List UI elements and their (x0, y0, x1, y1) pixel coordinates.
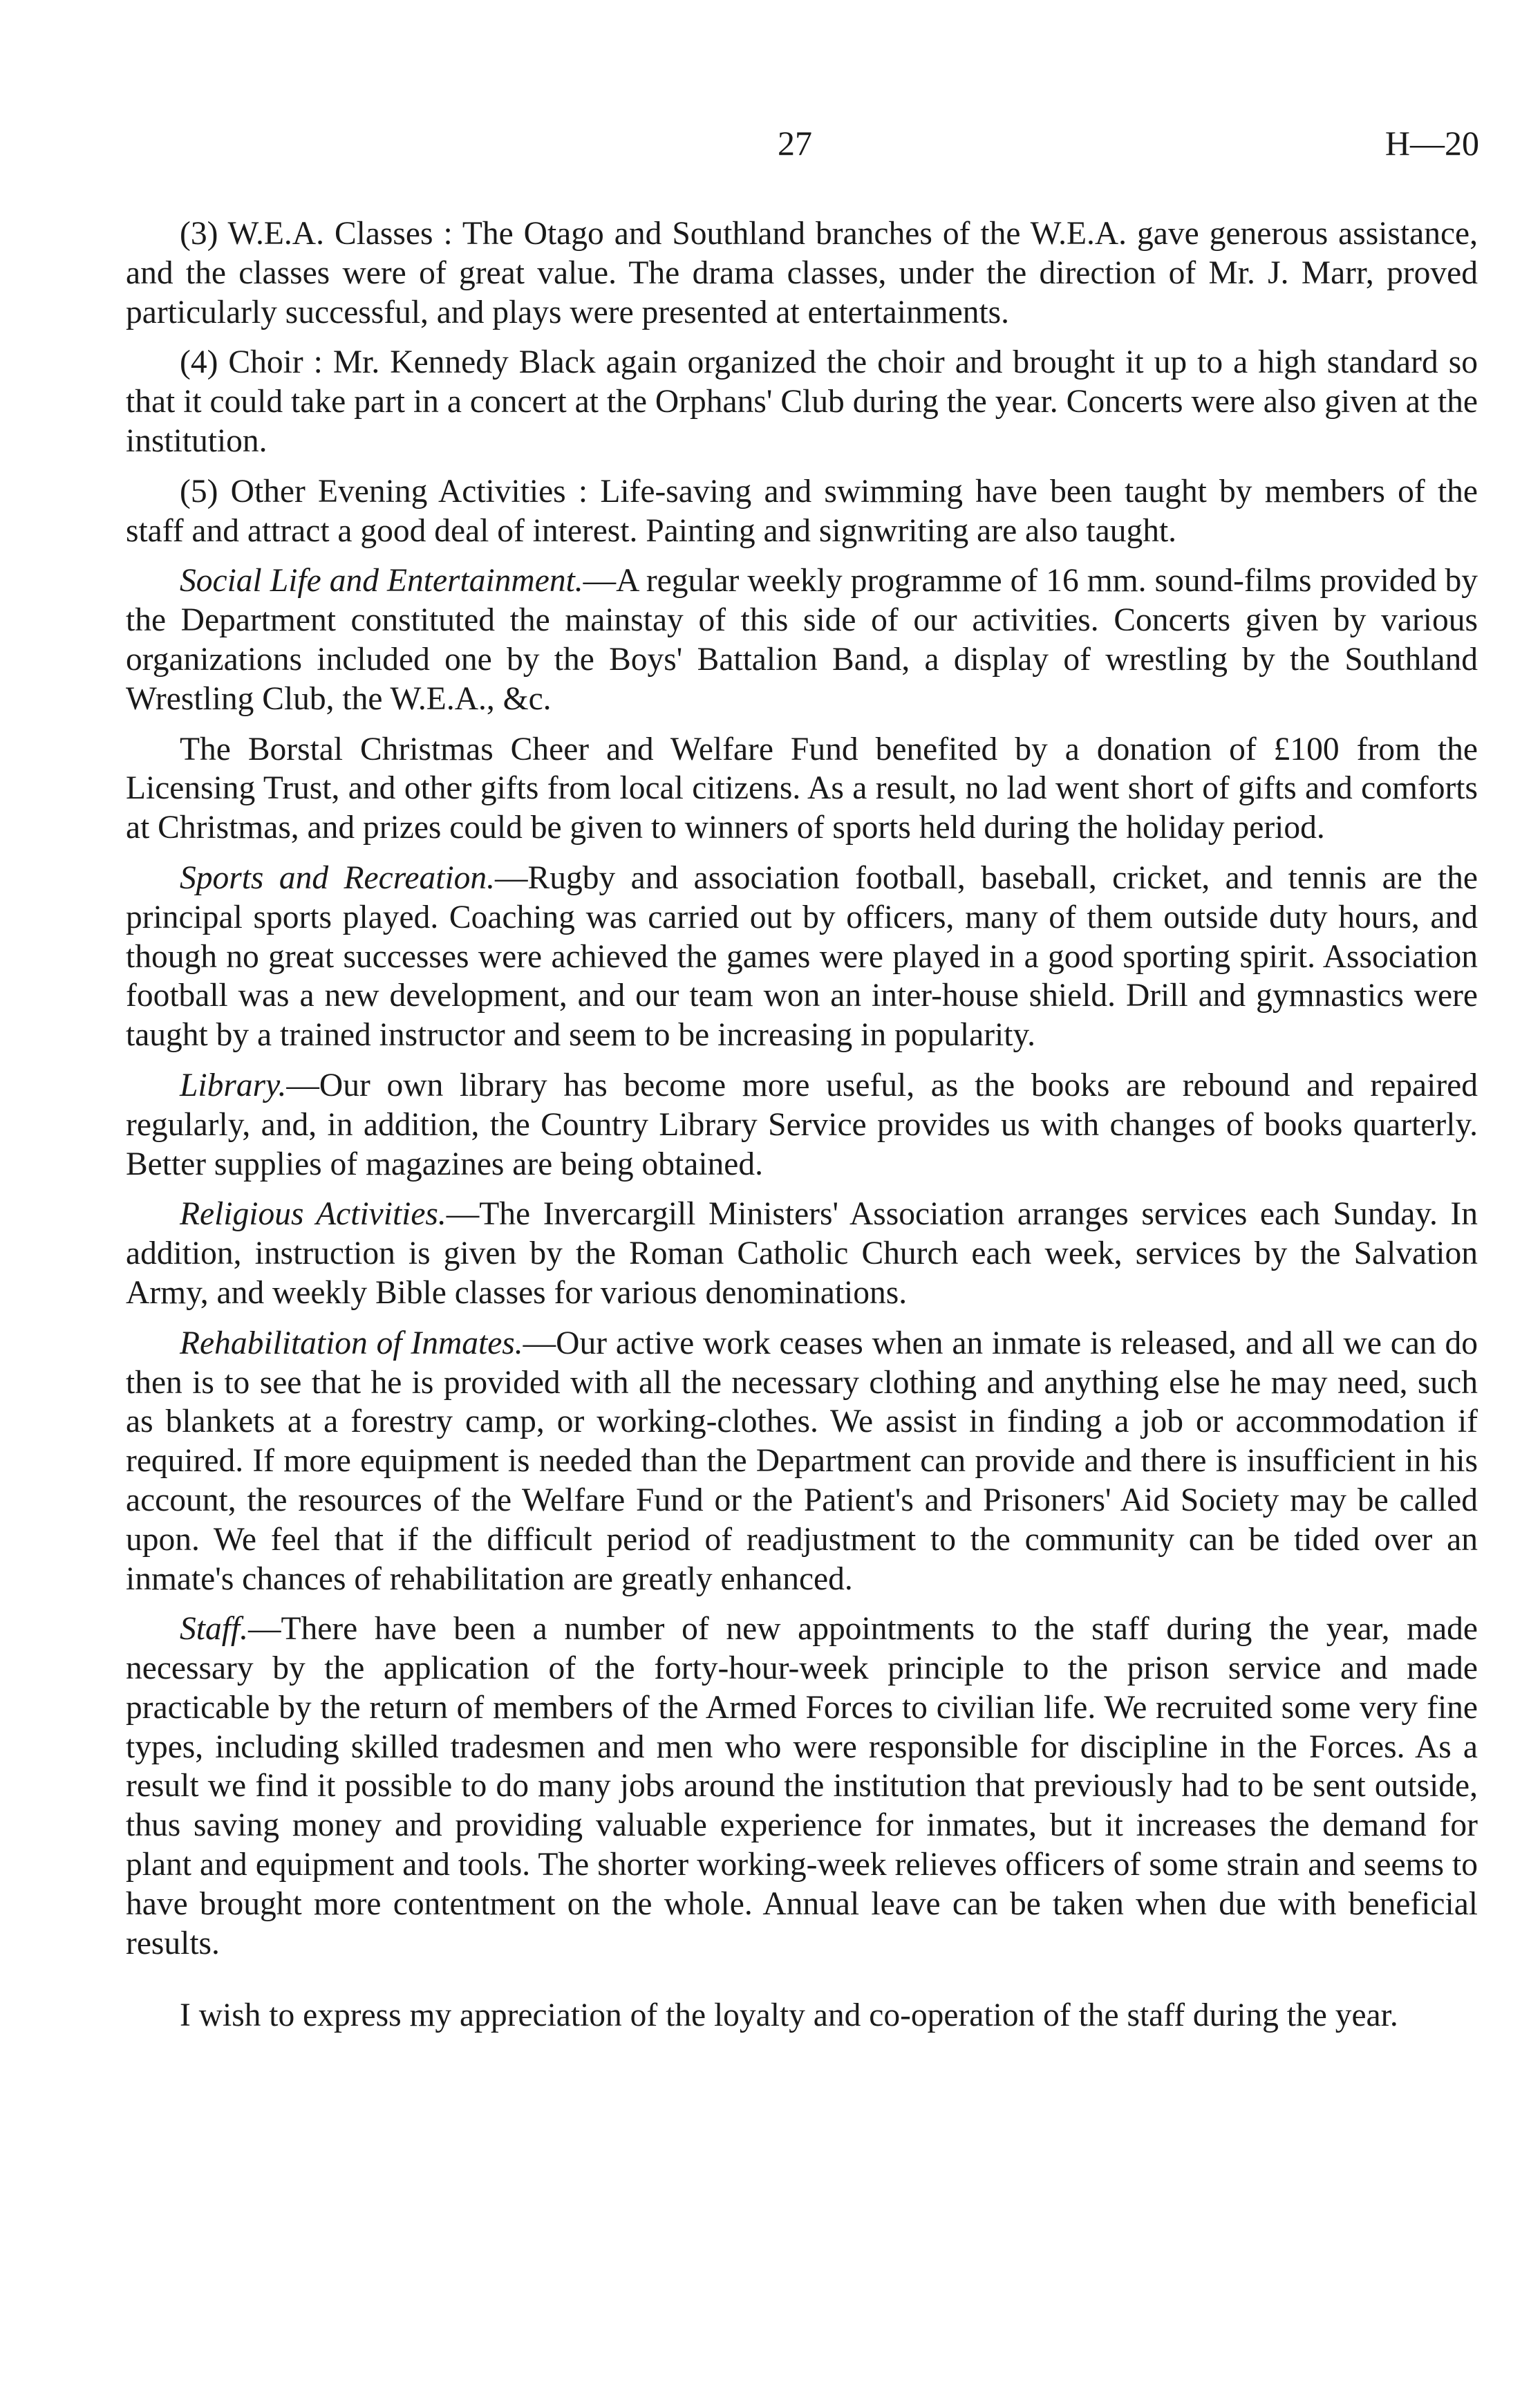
paragraph-wea-classes (126, 214, 1478, 332)
paragraph-text: —There have been a number of new appointments to the staff during the year, made necessary by the application of the forty-hour-week principle to the prison service and made practicable by the return of members of the Armed Forces to civilian life. We recruited some very fine types, including skilled tradesmen and men who were responsible for discipline in the Forces. As a result we find it possible to do many jobs around the institution that previously had to be sent outside, thus saving money and providing valuable experience for inmates, but it increases the demand for plant and equipment and tools. The shorter working-week relieves officers of some strain and seems to have brought more contentment on the whole. Annual leave can be taken when due with beneficial results. (126, 1611, 1478, 1961)
paragraph-evening-activities (126, 472, 1478, 551)
section-heading-rehabilitation: Rehabilitation of Inmates. (180, 1325, 523, 1361)
paragraph-choir (126, 343, 1478, 460)
paragraph-text: —Our active work ceases when an inmate is released, and all we can do then is to see that he is provided with all the necessary clothing and anything else he may need, such as blankets at a forestry camp, or working-clothes. We assist in finding a job or accommodation if required. If more equipment is needed than the Department can provide and there is insufficient in his account, the resources of the Welfare Fund or the Patient's and Prisoners' Aid Society may be called upon. We feel that if the difficult period of readjustment to the community can be tided over an inmate's chances of rehabilitation are greatly enhanced. (126, 1325, 1478, 1597)
paragraph-staff (126, 1610, 1478, 1963)
paragraph-text: (5) Other Evening Activities : Life-saving and swimming have been taught by members of the staff and attract a good deal of interest. Painting and signwriting are also taught. (126, 473, 1478, 549)
paragraph-social-life (126, 561, 1478, 718)
document-body (126, 214, 1478, 2046)
paragraph-text: —Rugby and association football, baseball, cricket, and tennis are the principal sports played. Coaching was carried out by officers, many of them outside duty hours, and though no great successes were achieved the games were played in a good sporting spirit. Association football was a new development, and our team won an inter-house shield. Drill and gymnastics were taught by a trained instructor and seem to be increasing in popularity. (126, 859, 1478, 1054)
paragraph-text: —A regular weekly programme of 16 mm. sound-films provided by the Department constituted the mainstay of this side of our activities. Concerts given by various organizations included one by the Boys' Battalion Band, a display of wrestling by the Southland Wrestling Club, the W.E.A., &c. (126, 563, 1478, 717)
page-number: 27 (778, 124, 812, 162)
section-heading-social-life: Social Life and Entertainment. (180, 563, 583, 599)
page-header (124, 123, 1479, 171)
section-heading-library: Library. (180, 1067, 287, 1103)
section-heading-sports: Sports and Recreation. (180, 859, 496, 896)
paragraph-text: —Our own library has become more useful, as the books are rebound and repaired regularly, and, in addition, the Country Library Service provides us with changes of books quarterly. Better supplies of magazines are being obtained. (126, 1067, 1478, 1182)
paragraph-religious (126, 1195, 1478, 1312)
paragraph-library (126, 1066, 1478, 1184)
paragraph-text: (3) W.E.A. Classes : The Otago and Southland branches of the W.E.A. gave generous assistance, and the classes were of great value. The drama classes, under the direction of Mr. J. Marr, proved particularly successful, and plays were presented at entertainments. (126, 216, 1478, 330)
section-heading-religious: Religious Activities. (180, 1196, 447, 1233)
document-reference: H—20 (1384, 124, 1479, 162)
paragraph-borstal-fund (126, 730, 1478, 848)
paragraph-sports (126, 859, 1478, 1055)
paragraph-rehabilitation (126, 1324, 1478, 1599)
paragraph-text: —The Invercargill Ministers' Association arranges services each Sunday. In addition, instruction is given by the Roman Catholic Church each week, services by the Salvation Army, and weekly Bible classes for various denominations. (126, 1196, 1478, 1311)
paragraph-text: I wish to express my appreciation of the loyalty and co-operation of the staff during the year. (180, 1997, 1398, 2034)
paragraph-closing (126, 1996, 1478, 2035)
section-heading-staff: Staff. (180, 1611, 248, 1648)
paragraph-text: (4) Choir : Mr. Kennedy Black again organized the choir and brought it up to a high standard so that it could take part in a concert at the Orphans' Club during the year. Concerts were also given at the institution. (126, 344, 1478, 459)
paragraph-text: The Borstal Christmas Cheer and Welfare Fund benefited by a donation of £100 from the Licensing Trust, and other gifts from local citizens. As a result, no lad went short of gifts and comforts at Christmas, and prizes could be given to winners of sports held during the holiday period. (126, 731, 1478, 846)
